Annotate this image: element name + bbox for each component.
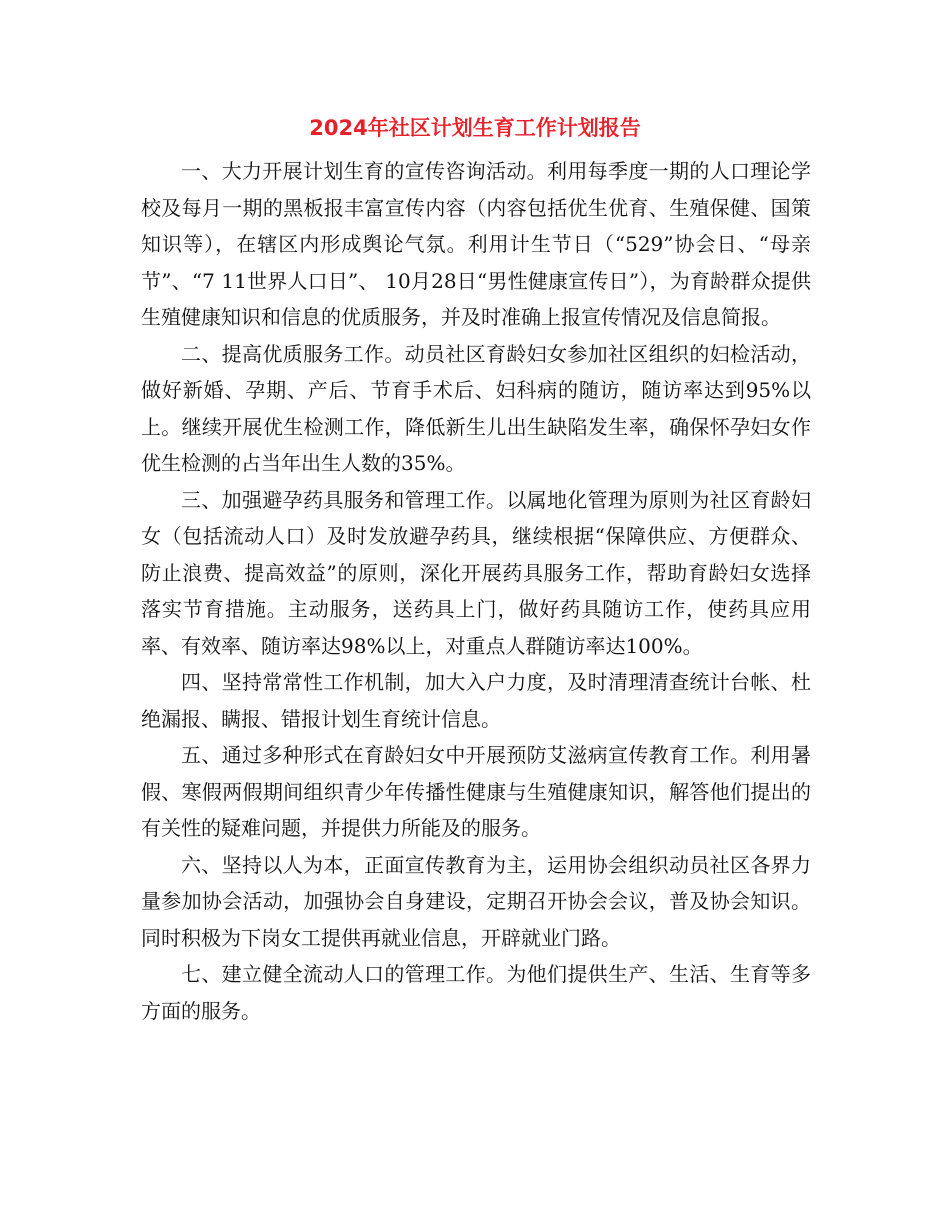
paragraph-5: 五、通过多种形式在育龄妇女中开展预防艾滋病宣传教育工作。利用暑假、寒假两假期间组织青少年传播性健康与生殖健康知识，解答他们提出的有关性的疑难问题，并提供力所能及的服务。 (141, 743, 811, 840)
paragraph-3: 三、加强避孕药具服务和管理工作。以属地化管理为原则为社区育龄妇女（包括流动人口）及时发放避孕药具，继续根据“保障供应、方便群众、防止浪费、提高效益”的原则，深化开展药具服务工作，帮助育龄妇女选择落实节育措施。主动服务，送药具上门，做好药具随访工作，使药具应用率、有效率、随访率达98%以上，对重点人群随访率达100%。 (141, 487, 811, 658)
paragraph-1: 一、大力开展计划生育的宣传咨询活动。利用每季度一期的人口理论学校及每月一期的黑板报丰富宣传内容（内容包括优生优育、生殖保健、国策知识等），在辖区内形成舆论气氛。利用计生节日（“529”协会日、“母亲节”、“7 11世界人口日”、 10月28日“男性健康宣传日”），为育龄群众提供生殖健康知识和信息的优质服务，并及时准确上报宣传情况及信息简报。 (141, 159, 811, 329)
paragraph-4: 四、坚持常常性工作机制，加大入户力度，及时清理清查统计台帐、杜绝漏报、瞒报、错报计划生育统计信息。 (141, 670, 811, 731)
document-body (141, 153, 811, 1029)
paragraph-2: 二、提高优质服务工作。动员社区育龄妇女参加社区组织的妇检活动，做好新婚、孕期、产后、节育手术后、妇科病的随访，随访率达到95%以上。继续开展优生检测工作，降低新生儿出生缺陷发生率，确保怀孕妇女作优生检测的占当年出生人数的35%。 (141, 341, 811, 475)
paragraph-6: 六、坚持以人为本，正面宣传教育为主，运用协会组织动员社区各界力量参加协会活动，加强协会自身建设，定期召开协会会议，普及协会知识。同时积极为下岗女工提供再就业信息，开辟就业门路。 (141, 852, 811, 950)
document-title: 2024年社区计划生育工作计划报告 (309, 116, 641, 140)
paragraph-7: 七、建立健全流动人口的管理工作。为他们提供生产、生活、生育等多方面的服务。 (141, 962, 811, 1023)
